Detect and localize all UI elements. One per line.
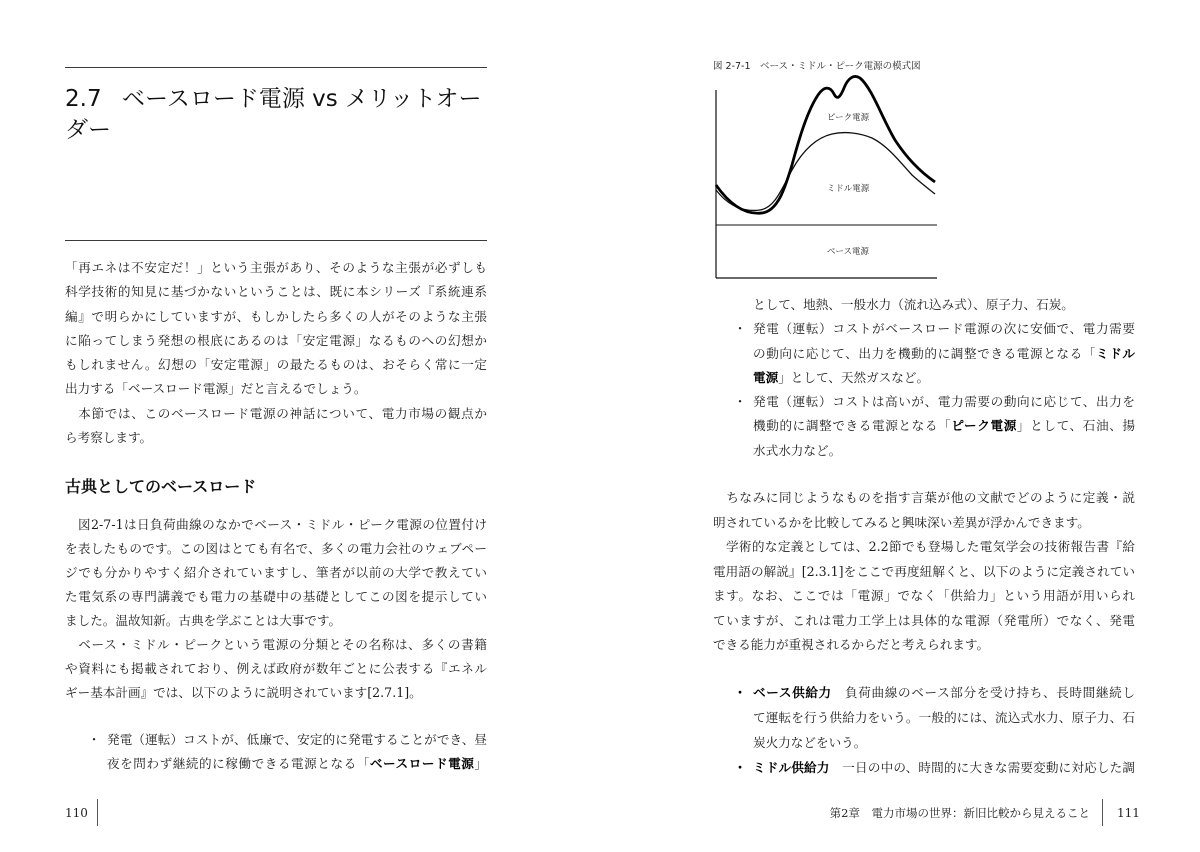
text-line: 発電（運転）コストは高いが、電力需要の動向に応じて、出力を bbox=[753, 394, 1135, 410]
text-line: や資料にも掲載されており、例えば政府が数年ごとに公表する『エネル bbox=[65, 661, 487, 676]
text-line: ちなみに同じようなものを指す言葉が他の文献でどのように定義・説 bbox=[713, 490, 1135, 505]
bold-term: ピーク電源 bbox=[951, 418, 1017, 434]
list-item-middle-supply bbox=[733, 755, 1136, 780]
text-line: として、地熱、一般水力（流れ込み式）、原子力、石炭。 bbox=[753, 297, 1074, 312]
text-line: た電気系の専門講義でも電力の基礎中の基礎としてこの図を提示してい bbox=[65, 589, 488, 604]
bold-term: ベースロード電源 bbox=[369, 756, 475, 771]
peak-label: ピーク電源 bbox=[826, 113, 870, 123]
base-load-bullet bbox=[87, 728, 488, 776]
text-line: 科学技術的知見に基づかないということは、既に本シリーズ『系統連系 bbox=[65, 284, 487, 300]
text-line: 明されているかを比較してみると興味深い差異が浮かんできます。 bbox=[713, 514, 1090, 530]
text-segment: 」として、天然ガスなど。 bbox=[778, 369, 930, 385]
text-line: 図2-7-1は日負荷曲線のなかでベース・ミドル・ピーク電源の位置付け bbox=[65, 517, 487, 532]
text-line: もしれません。幻想の「安定電源」の最たるものは、おそらく常に一定 bbox=[65, 357, 487, 373]
load-curve-figure bbox=[700, 70, 950, 285]
text-segment: の動向に応じて、出力を機動的に調整できる電源となる「 bbox=[753, 345, 1096, 361]
text-line: ます。なお、ここでは「電源」でなく「供給力」という用語が用いられ bbox=[713, 588, 1135, 603]
text-line: 水式水力など。 bbox=[753, 442, 842, 458]
text-segment: 夜を問わず継続的に稼働できる電源となる「 bbox=[107, 756, 370, 771]
text-line: に陥ってしまう発想の根底にあるのは「安定電源」なるものへの幻想か bbox=[65, 332, 487, 348]
bullet-marker: ・ bbox=[733, 685, 747, 700]
body-paragraphs bbox=[65, 513, 487, 705]
text-line: 電用語の解説』[2.3.1]をここで再度紐解くと、以下のように定義されてい bbox=[713, 563, 1135, 579]
text-line: 編』で明らかにしていますが、もしかしたら多くの人がそのような主張 bbox=[65, 308, 487, 324]
text-line bbox=[753, 366, 1135, 390]
text-line: を表したものです。この図はとても有名で、多くの電力会社のウェブペー bbox=[65, 541, 487, 556]
text-line: ました。温故知新。古典を学ぶことは大事です。 bbox=[65, 613, 342, 628]
bullet-marker: ・ bbox=[733, 321, 747, 337]
running-footer-chapter: 第2章 電力市場の世界：新旧比較から見えること bbox=[829, 806, 1090, 820]
page-number-left: 110 bbox=[65, 806, 88, 820]
text-line: ら考察します。 bbox=[65, 430, 153, 446]
list-item-peak bbox=[733, 390, 1136, 463]
text-line: 「再エネは不安定だ！」という主張があり、そのような主張が必ずしも bbox=[65, 260, 487, 275]
base-label: ベース電源 bbox=[826, 247, 870, 257]
text-segment: 負荷曲線のベース部分を受け持ち、長時間継続し bbox=[831, 685, 1135, 700]
section-title-text: ベースロード電源 vs メリットオー bbox=[122, 86, 482, 112]
section-title bbox=[65, 84, 481, 146]
bullet-marker: ・ bbox=[733, 760, 747, 775]
text-line: ジでも分かりやすく紹介されていますし、筆者が以前の大学で教えてい bbox=[65, 565, 487, 580]
text-line: ていますが、これは電力工学上は具体的な電源（発電所）でなく、発電 bbox=[713, 612, 1135, 628]
section-number: 2.7 bbox=[65, 86, 102, 112]
text-segment: 機動的に調整できる電源となる「 bbox=[753, 418, 952, 434]
footer-divider-left bbox=[97, 799, 98, 826]
text-line: できる能力が重視されるからだと考えられます。 bbox=[713, 637, 990, 652]
middle-load-curve bbox=[716, 133, 935, 211]
middle-label: ミドル電源 bbox=[826, 184, 870, 194]
intro-paragraphs bbox=[65, 256, 487, 450]
power-source-list bbox=[733, 293, 1136, 463]
supply-definition-list bbox=[733, 680, 1136, 780]
page-number-right: 111 bbox=[1117, 806, 1140, 820]
text-line: 発電（運転）コストがベースロード電源の次に安価で、電力需要 bbox=[753, 321, 1135, 337]
bold-term: ミドル供給力 bbox=[753, 760, 830, 775]
bold-term: ベース供給力 bbox=[753, 685, 832, 700]
text-line: ベース・ミドル・ピークという電源の分類とその名称は、多くの書籍 bbox=[65, 637, 487, 652]
text-line: 本節では、このベースロード電源の神話について、電力市場の観点か bbox=[65, 405, 487, 421]
text-line bbox=[753, 755, 1135, 780]
text-segment: 一日の中の、時間的に大きな需要変動に対応した調 bbox=[829, 760, 1136, 775]
peak-load-curve bbox=[716, 76, 935, 213]
text-line: 出力する「ベースロード電源」だと言えるでしょう。 bbox=[65, 381, 367, 397]
text-line: 学術的な定義としては、2.2節でも登場した電気学会の技術報告書『給 bbox=[713, 539, 1135, 554]
bold-term: 電源 bbox=[753, 369, 779, 385]
footer-divider-right bbox=[1102, 799, 1103, 826]
figure-caption: 図 2-7-1 ベース・ミドル・ピーク電源の模式図 bbox=[713, 61, 921, 72]
list-item-base-supply bbox=[733, 680, 1135, 755]
text-line: 炭火力などをいう。 bbox=[753, 735, 867, 750]
definition-paragraphs bbox=[713, 486, 1135, 658]
text-segment: 」 bbox=[474, 756, 488, 771]
subheading: 古典としてのベースロード bbox=[65, 477, 257, 496]
section-bottom-rule bbox=[65, 240, 487, 241]
text-line bbox=[753, 342, 1135, 366]
section-title-line-2: ダー bbox=[65, 117, 111, 143]
bullet-marker: ・ bbox=[733, 394, 747, 410]
text-line: て運転を行う供給力をいう。一般的には、流込式水力、原子力、石 bbox=[753, 710, 1135, 725]
text-line bbox=[107, 752, 487, 776]
text-segment: 」として、石油、揚 bbox=[1016, 418, 1136, 434]
text-line: ギー基本計画』では、以下のように説明されています[2.7.1]。 bbox=[65, 685, 422, 700]
bold-term: ミドル bbox=[1096, 345, 1135, 361]
text-line bbox=[753, 414, 1135, 438]
text-line bbox=[753, 680, 1135, 705]
text-line: 発電（運転）コストが、低廉で、安定的に発電することができ、昼 bbox=[107, 732, 487, 747]
section-title-line-1 bbox=[65, 84, 481, 115]
list-item-middle bbox=[733, 317, 1135, 390]
section-top-rule bbox=[65, 67, 487, 68]
bullet-marker: ・ bbox=[87, 732, 101, 747]
list-item bbox=[87, 728, 488, 776]
